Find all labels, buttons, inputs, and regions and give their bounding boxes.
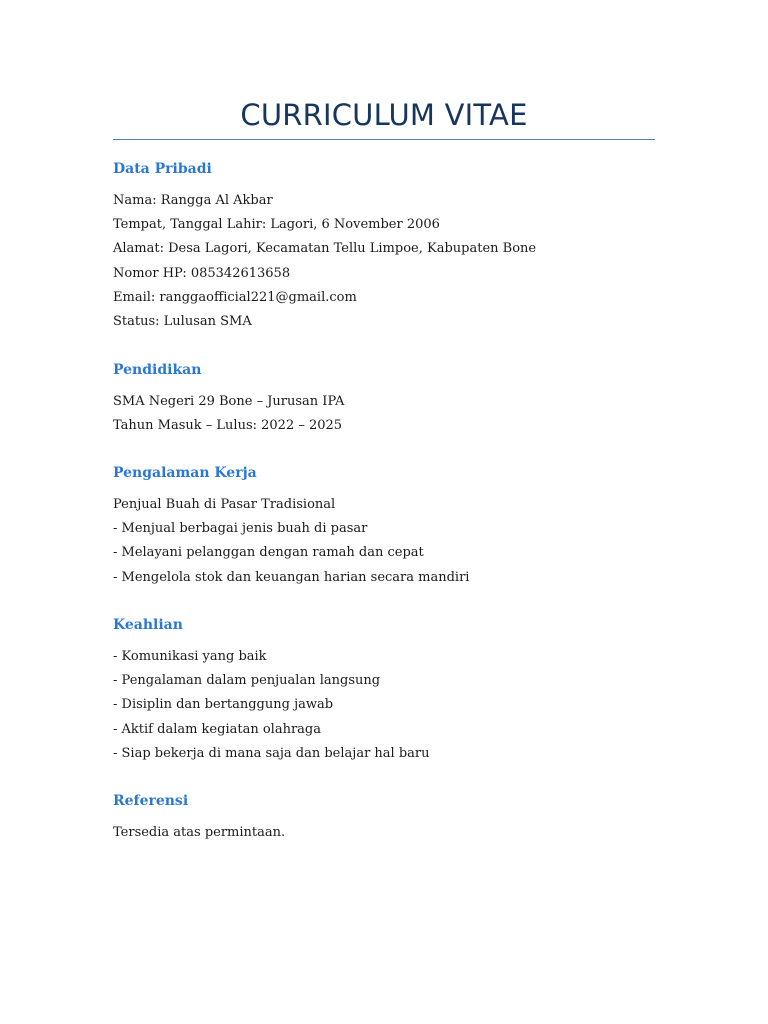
personal-birth: Tempat, Tanggal Lahir: Lagori, 6 November 2006 — [113, 217, 440, 233]
skill-item: - Komunikasi yang baik — [113, 649, 267, 664]
work-item: - Menjual berbagai jenis buah di pasar — [113, 521, 368, 537]
section-heading-keahlian: Keahlian — [113, 617, 183, 633]
personal-status: Status: Lulusan SMA — [113, 314, 252, 330]
personal-name: Nama: Rangga Al Akbar — [113, 193, 273, 208]
reference-text: Tersedia atas permintaan. — [113, 825, 286, 840]
section-heading-pengalaman-kerja: Pengalaman Kerja — [113, 465, 257, 481]
education-school: SMA Negeri 29 Bone – Jurusan IPA — [113, 394, 345, 409]
cv-document — [113, 0, 655, 840]
section-heading-pendidikan: Pendidikan — [113, 362, 202, 378]
personal-email: Email: ranggaofficial221@gmail.com — [113, 289, 357, 305]
skill-item: - Aktif dalam kegiatan olahraga — [113, 721, 321, 737]
personal-phone: Nomor HP: 085342613658 — [113, 265, 291, 281]
section-pengalaman-kerja — [113, 463, 469, 590]
section-keahlian — [113, 615, 430, 766]
document-title: CURRICULUM VITAE — [240, 98, 528, 132]
section-data-pribadi — [113, 159, 536, 334]
skill-item: - Pengalaman dalam penjualan langsung — [113, 673, 381, 689]
work-item: - Melayani pelanggan dengan ramah dan cepat — [113, 545, 424, 561]
section-pendidikan — [113, 360, 344, 438]
section-referensi — [113, 791, 285, 845]
section-heading-data-pribadi: Data Pribadi — [113, 161, 212, 177]
skill-item: - Disiplin dan bertanggung jawab — [113, 697, 334, 713]
education-years: Tahun Masuk – Lulus: 2022 – 2025 — [113, 418, 343, 434]
skill-item: - Siap bekerja di mana saja dan belajar hal baru — [113, 745, 430, 761]
personal-address: Alamat: Desa Lagori, Kecamatan Tellu Limpoe, Kabupaten Bone — [113, 241, 537, 257]
work-title: Penjual Buah di Pasar Tradisional — [113, 497, 336, 512]
title-divider — [113, 139, 655, 140]
section-heading-referensi: Referensi — [113, 793, 189, 809]
work-item: - Mengelola stok dan keuangan harian secara mandiri — [113, 569, 470, 585]
